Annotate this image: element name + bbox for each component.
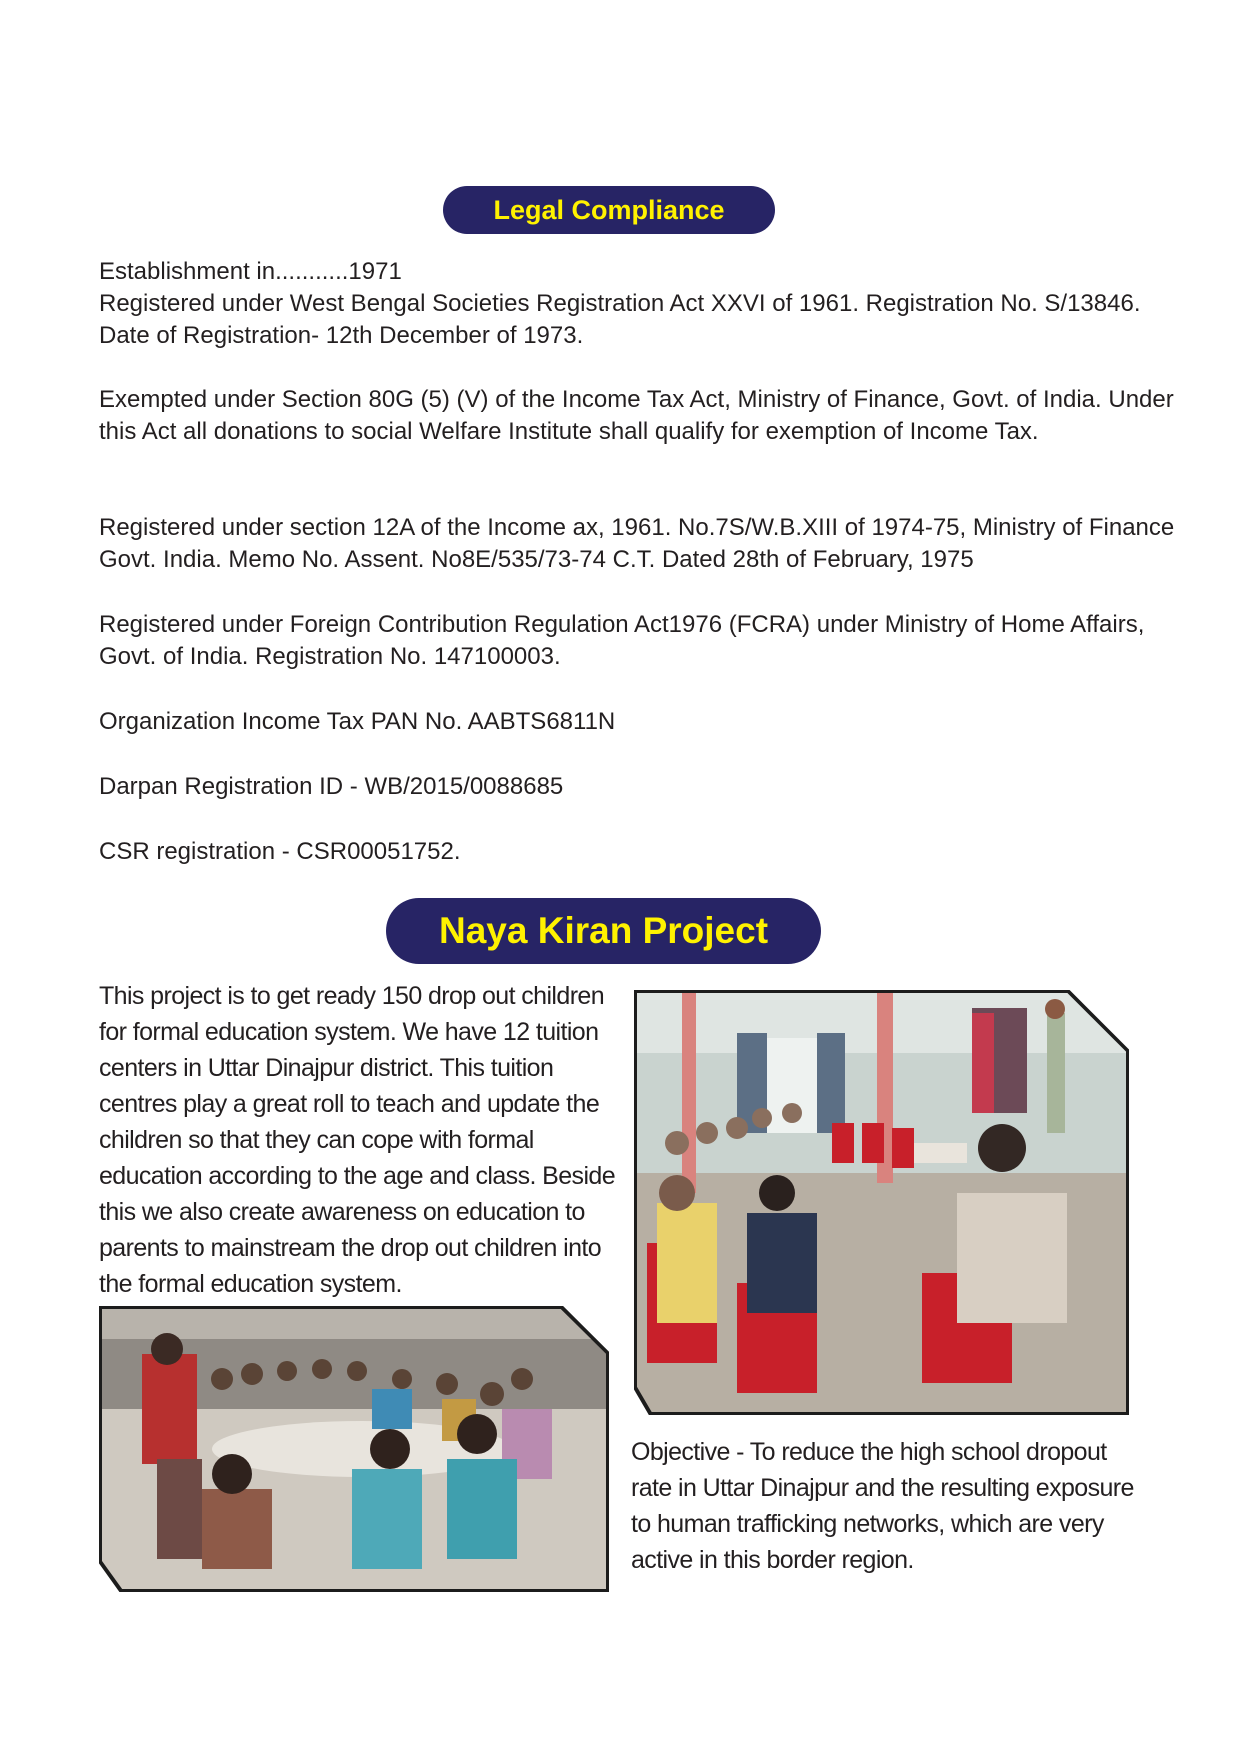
legal-compliance-heading: Legal Compliance [443, 186, 775, 234]
community-meeting-photo [634, 990, 1129, 1415]
fcra-registration-text: Registered under Foreign Contribution Regulation Act1976 (FCRA) under Ministry of Home Affairs, Govt. of India. Registration No. 147100003. [99, 611, 1145, 670]
societies-registration-text: Registered under West Bengal Societies Registration Act XXVI of 1961. Registration No. S/13846. Date of Registration- 12th December of 1973. [99, 290, 1141, 349]
tuition-center-children-photo [99, 1306, 609, 1592]
darpan-id-text: Darpan Registration ID - WB/2015/0088685 [99, 773, 564, 800]
project-objective-text: Objective - To reduce the high school dropout rate in Uttar Dinajpur and the resulting exposure to human trafficking networks, which are very active in this border region. [631, 1438, 1134, 1574]
project-description-text: This project is to get ready 150 drop out children for formal education system. We have 12 tuition centers in Uttar Dinajpur district. This tuition centres play a great roll to teach and update the children so that they can cope with formal education according to the age and class. Beside this we also create awareness on education to parents to mainstream the drop out children into the formal education system. [99, 982, 616, 1298]
establishment-text: Establishment in...........1971 [99, 258, 402, 285]
pan-number-text: Organization Income Tax PAN No. AABTS6811N [99, 708, 616, 735]
legal-registration-block [99, 256, 1179, 352]
section-12a-text: Registered under section 12A of the Income ax, 1961. No.7S/W.B.XIII of 1974-75, Ministry of Finance Govt. India. Memo No. Assent. No8E/535/73-74 C.T. Dated 28th of February, 1975 [99, 514, 1175, 573]
csr-registration-text: CSR registration - CSR00051752. [99, 838, 461, 865]
exemption-80g-text: Exempted under Section 80G (5) (V) of the Income Tax Act, Ministry of Finance, Govt. of India. Under this Act all donations to social Welfare Institute shall qualify for exemption of Income Tax. [99, 386, 1174, 445]
naya-kiran-heading: Naya Kiran Project [386, 898, 821, 964]
